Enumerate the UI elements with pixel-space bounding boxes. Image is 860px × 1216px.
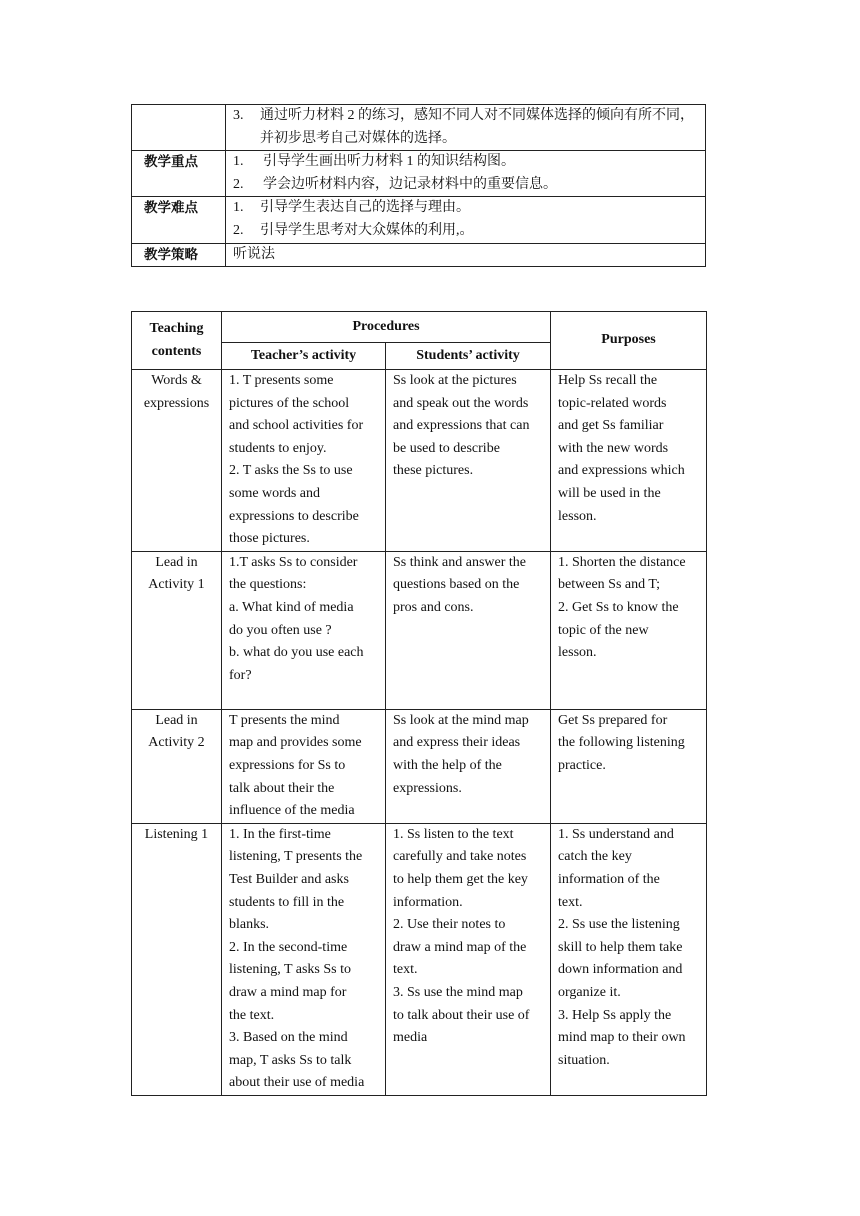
- procedures-table: [131, 311, 707, 1096]
- row-purpose-cell: Help Ss recall the topic-related words and get Ss familiar with the new words and expressions which will be used in the lesson.: [551, 370, 707, 552]
- row-content-cell: Lead in Activity 1: [132, 551, 222, 709]
- objective-label-cell: [132, 105, 226, 151]
- key-point-item: 2. 学会边听材料内容，边记录材料中的重要信息。: [233, 176, 557, 192]
- row-teacher-cell: T presents the mind map and provides some expressions for Ss to talk about their the influence of the media: [222, 709, 386, 823]
- header-students-activity: Students’ activity: [386, 343, 551, 370]
- header-teacher-activity: Teacher’s activity: [222, 343, 386, 370]
- row-students-cell: Ss look at the pictures and speak out the words and expressions that can be used to describe these pictures.: [386, 370, 551, 552]
- strategy-value: 听说法: [226, 243, 706, 267]
- key-points-cell: [226, 151, 706, 197]
- row-content-cell: Words & expressions: [132, 370, 222, 552]
- objective-item: 3. 通过听力材料 2 的练习，感知不同人对不同媒体选择的倾向有所不同，并初步思考自己对媒体的选择。: [233, 108, 694, 146]
- difficulty-item: 1. 引导学生表达自己的选择与理由。: [233, 200, 470, 216]
- table-row: [132, 551, 707, 709]
- row-teacher-cell: 1. In the first-time listening, T presents the Test Builder and asks students to fill in the blanks. 2. In the second-time listening, T asks Ss to draw a mind map for the text. 3. Based on the mind map, T asks Ss to talk about their use of media: [222, 823, 386, 1095]
- strategy-row: [132, 243, 706, 267]
- objective-item-text: 通过听力材料 2 的练习，感知不同人对不同媒体选择的倾向有所不同，并初步思考自己对媒体的选择。: [260, 108, 694, 146]
- row-students-cell: Ss look at the mind map and express their ideas with the help of the expressions.: [386, 709, 551, 823]
- row-teacher-cell: 1.T asks Ss to consider the questions: a. What kind of media do you often use ? b. what do you use each for?: [222, 551, 386, 709]
- row-teacher-cell: 1. T presents some pictures of the school and school activities for students to enjoy. 2. T asks the Ss to use some words and expressions to describe those pictures.: [222, 370, 386, 552]
- key-points-row: [132, 151, 706, 197]
- table-row: [132, 709, 707, 823]
- row-purpose-cell: Get Ss prepared for the following listening practice.: [551, 709, 707, 823]
- table-row: [132, 823, 707, 1095]
- header-procedures: Procedures: [222, 312, 551, 343]
- table-row: [132, 370, 707, 552]
- row-students-cell: 1. Ss listen to the text carefully and take notes to help them get the key information. 2. Use their notes to draw a mind map of the text. 3. Ss use the mind map to talk about their use of media: [386, 823, 551, 1095]
- row-purpose-cell: 1. Shorten the distance between Ss and T; 2. Get Ss to know the topic of the new lesson.: [551, 551, 707, 709]
- row-content-cell: Lead in Activity 2: [132, 709, 222, 823]
- header-row-1: [132, 312, 707, 343]
- row-purpose-cell: 1. Ss understand and catch the key information of the text. 2. Ss use the listening skill to help them take down information and organize it. 3. Help Ss apply the mind map to their own situation.: [551, 823, 707, 1095]
- difficulties-label: 教学难点: [132, 197, 226, 243]
- header-purposes: Purposes: [551, 312, 707, 370]
- row-students-cell: Ss think and answer the questions based on the pros and cons.: [386, 551, 551, 709]
- difficulty-item: 2. 引导学生思考对大众媒体的利用,。: [233, 222, 474, 238]
- difficulties-cell: [226, 197, 706, 243]
- difficulties-row: [132, 197, 706, 243]
- row-content-cell: Listening 1: [132, 823, 222, 1095]
- key-point-item: 1. 引导学生画出听力材料 1 的知识结构图。: [233, 154, 515, 170]
- header-teaching-contents: Teaching contents: [132, 312, 222, 370]
- lesson-overview-table: [131, 104, 706, 267]
- objective-cell: [226, 105, 706, 151]
- objective-row: [132, 105, 706, 151]
- key-points-label: 教学重点: [132, 151, 226, 197]
- strategy-label: 教学策略: [132, 243, 226, 267]
